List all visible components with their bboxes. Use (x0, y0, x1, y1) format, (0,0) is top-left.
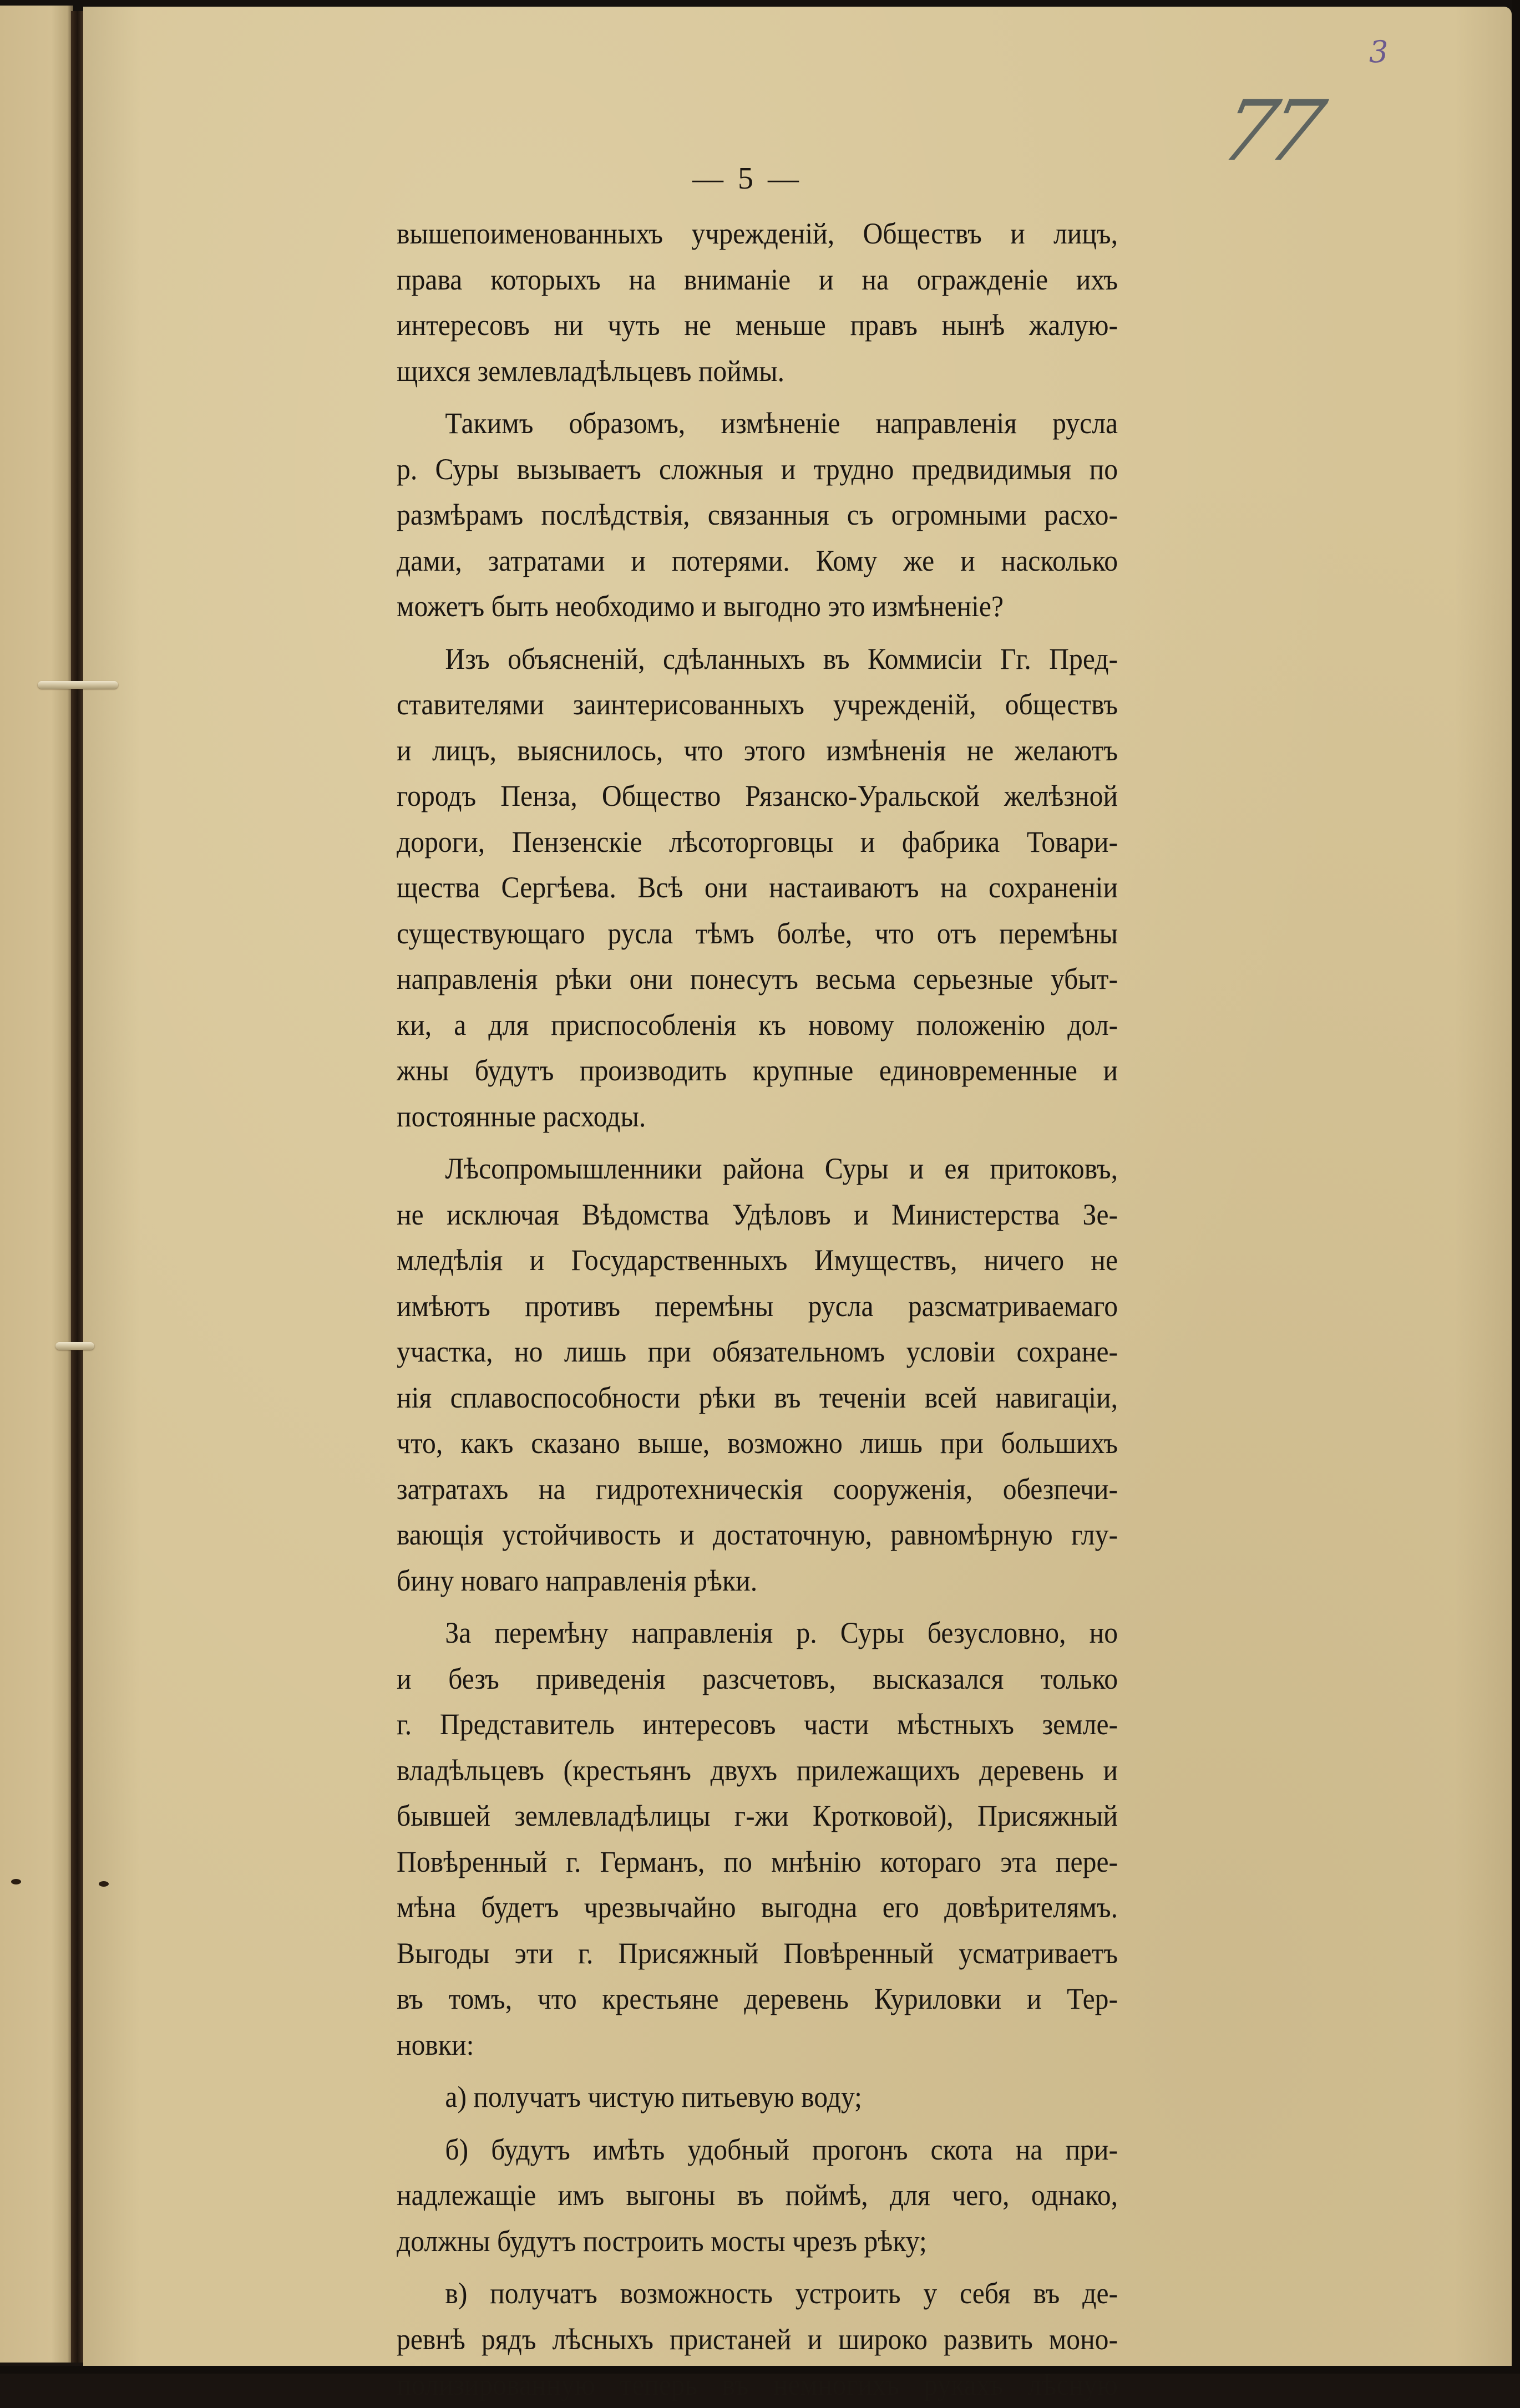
paragraph (397, 2270, 1118, 2408)
text-line: городъ Пенза, Общество Рязанско-Уральской желѣзной (397, 779, 1118, 812)
text-line: вающія устойчивость и достаточную, равномѣрную глу- (397, 1518, 1118, 1551)
binding-thread-lower (55, 1342, 94, 1350)
text-line: Выгоды эти г. Присяжный Повѣренный усматриваетъ (397, 1936, 1118, 1970)
text-line: интересовъ ни чуть не меньше правъ нынѣ жалую- (397, 308, 1118, 342)
paragraph-gap (397, 1603, 1118, 1610)
text-line: Лѣсопромышленники района Суры и ея притоковъ, (445, 1152, 1118, 1185)
text-line: мледѣлія и Государственныхъ Имуществъ, ничего не (397, 1243, 1118, 1277)
left-page-edge (0, 6, 73, 2363)
text-line: что, какъ сказано выше, возможно лишь при большихъ (397, 1426, 1118, 1460)
text-line: права которыхъ на вниманіе и на огражденіе ихъ (397, 262, 1118, 296)
body-text (397, 211, 1118, 2408)
text-line: должны будутъ построить мосты чрезъ рѣку; (397, 2224, 927, 2258)
text-line: ки, а для приспособленія къ новому положенію дол- (397, 1008, 1118, 1042)
text-line: направленія рѣки они понесутъ весьма серьезные убыт- (397, 962, 1118, 995)
text-line: жны будутъ производить крупные единовременные и (397, 1054, 1118, 1087)
paragraph-gap (397, 2067, 1118, 2074)
text-line: щества Сергѣева. Всѣ они настаиваютъ на сохраненіи (397, 871, 1118, 904)
text-line: в) получатъ возможность устроить у себя въ де- (445, 2277, 1118, 2310)
text-line: вышепоименованныхъ учрежденій, Обществъ и лицъ, (397, 217, 1118, 250)
text-line: дороги, Пензенскіе лѣсоторговцы и фабрика Товари- (397, 825, 1118, 858)
text-line: можетъ быть необходимо и выгодно это измѣненіе? (397, 590, 1004, 623)
text-line: размѣрамъ послѣдствія, связанныя съ огромными расхо- (397, 498, 1118, 531)
text-line: бину новаго направленія рѣки. (397, 1563, 758, 1597)
binding-thread-upper (38, 681, 118, 689)
paragraph (397, 211, 1118, 394)
paragraph-gap (397, 394, 1118, 400)
paragraph (397, 1146, 1118, 1603)
scan-right-edge (1512, 0, 1520, 2374)
text-line: б) будутъ имѣть удобный прогонъ скота на при- (445, 2132, 1118, 2166)
paragraph-gap (397, 629, 1118, 636)
text-line: владѣльцевъ (крестьянъ двухъ прилежащихъ деревень и (397, 1753, 1118, 1787)
text-line: постоянные расходы. (397, 1099, 646, 1133)
text-line: въ томъ, что крестьяне деревень Куриловки и Тер- (397, 1982, 1118, 2015)
text-line: ставителями заинтерисованныхъ учрежденій, обществъ (397, 688, 1118, 721)
text-line: а) получатъ чистую питьевую воду; (445, 2080, 862, 2114)
text-line: существующаго русла тѣмъ болѣе, что отъ перемѣны (397, 916, 1118, 950)
paragraph (397, 400, 1118, 629)
folio-stamp-number: 3 (1369, 34, 1389, 69)
page-number: — 5 — (692, 161, 802, 196)
text-line: Повѣренный г. Германъ, по мнѣнію котораго эта пере- (397, 1845, 1118, 1878)
paragraph (397, 2127, 1118, 2264)
text-line: р. Суры вызываетъ сложныя и трудно предвидимыя по (397, 452, 1118, 486)
text-line: новки: (397, 2028, 474, 2061)
text-line: затратахъ на гидротехническія сооруженія, обезпечи- (397, 1472, 1118, 1506)
text-line: надлежащіе имъ выгоны въ поймѣ, для чего, однако, (397, 2178, 1118, 2212)
text-line: мѣна будетъ чрезвычайно выгодна его довѣрителямъ. (397, 1891, 1118, 1924)
text-line: Изъ объясненій, сдѣланныхъ въ Коммисіи Гг. Пред- (445, 642, 1118, 675)
text-line: дами, затратами и потерями. Кому же и насколько (397, 543, 1118, 577)
binding-hole-right (99, 1881, 109, 1887)
handwritten-archive-number: 77 (1213, 83, 1326, 180)
text-line: ревнѣ рядъ лѣсныхъ пристаней и широко развить моно- (397, 2322, 1118, 2356)
binding-hole-left (11, 1879, 21, 1884)
paragraph (397, 2074, 1118, 2120)
text-line: и безъ приведенія разсчетовъ, высказался только (397, 1662, 1118, 1695)
text-line: имѣютъ противъ перемѣны русла разсматриваемаго (397, 1289, 1118, 1323)
text-line: полизированную теперь въ немногихъ рукахъ лѣсную (397, 2368, 1118, 2401)
text-line: не исключая Вѣдомства Удѣловъ и Министерства Зе- (397, 1197, 1118, 1231)
text-line: Такимъ образомъ, измѣненіе направленія русла (445, 407, 1118, 440)
paragraph-gap (397, 1139, 1118, 1146)
paragraph (397, 1610, 1118, 2067)
text-line: нія сплавоспособности рѣки въ теченіи всей навигаціи, (397, 1380, 1118, 1414)
text-line: бывшей землевладѣлицы г-жи Кротковой), Присяжный (397, 1799, 1118, 1832)
text-line: щихся землевладѣльцевъ поймы. (397, 354, 785, 388)
text-line: участка, но лишь при обязательномъ условіи сохране- (397, 1335, 1118, 1368)
text-line: и лицъ, выяснилось, что этого измѣненія не желаютъ (397, 733, 1118, 767)
paragraph-gap (397, 2264, 1118, 2270)
text-line: За перемѣну направленія р. Суры безусловно, но (445, 1616, 1118, 1649)
text-line: г. Представитель интересовъ части мѣстныхъ земле- (397, 1708, 1118, 1741)
paragraph (397, 636, 1118, 1140)
paragraph-gap (397, 2120, 1118, 2127)
